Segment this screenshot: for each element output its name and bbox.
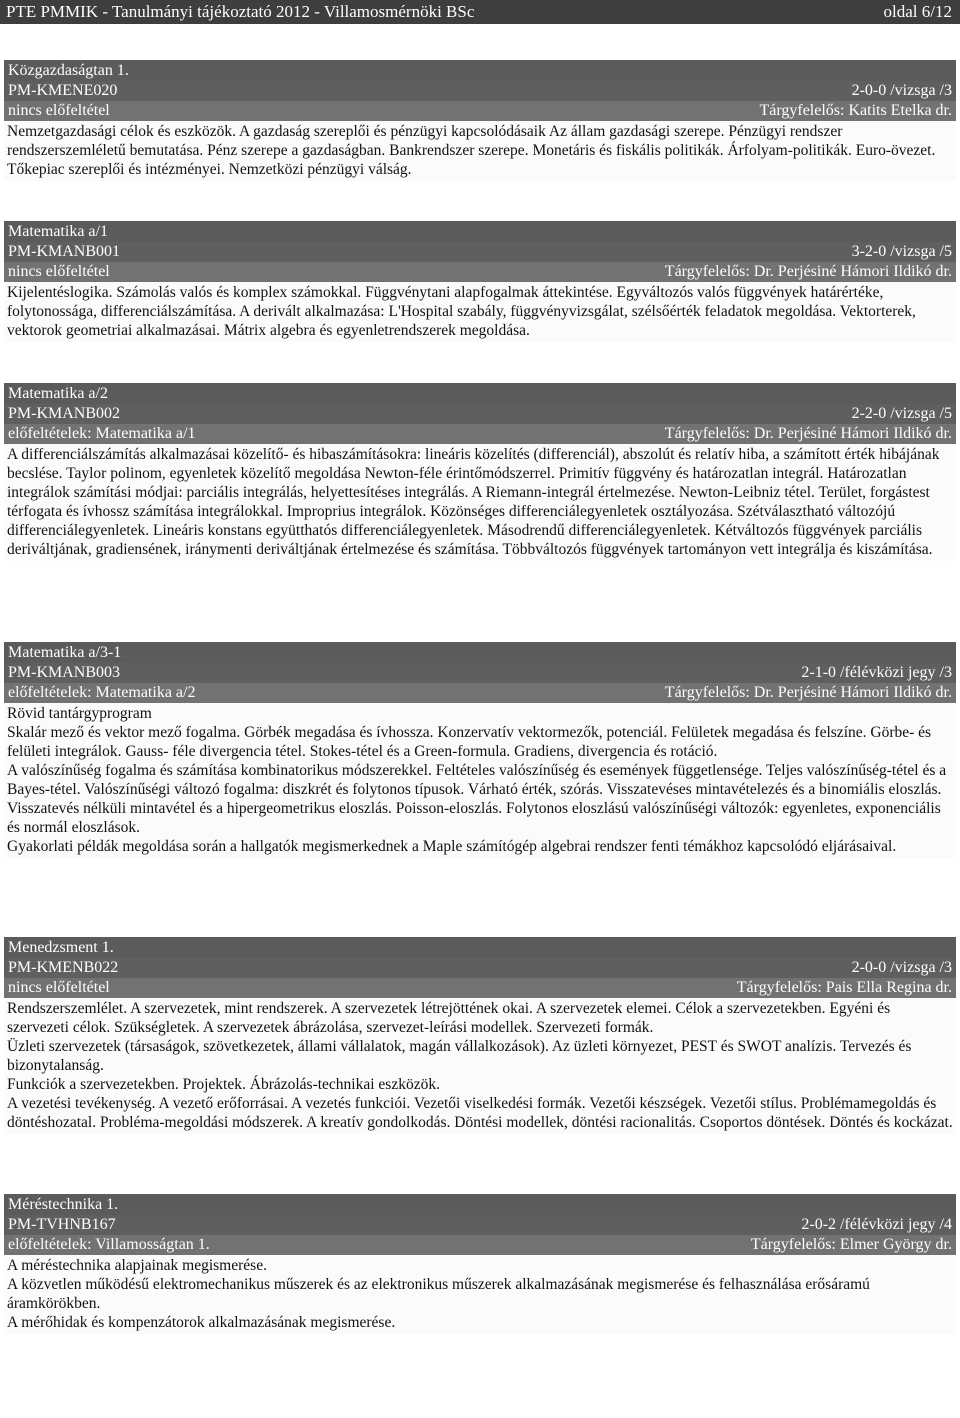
description-paragraph: Rendszerszemlélet. A szervezetek, mint rendszerek. A szervezetek létrejöttének okai. A szervezetek elemei. Célok a szervezetekben. Egyéni és szervezeti célok. Szükségletek. A szervezetek ábrázolása, szervezet-leírási modellek. Szervezeti formák.: [7, 1000, 891, 1036]
description-paragraph: Nemzetgazdasági célok és eszközök. A gazdaság szereplői és pénzügyi kapcsolódásaik Az állam gazdasági szerepe. Pénzügyi rendszer rendszerszemléletű bemutatása. Pénz szerepe a gazdaságban. Bankrendszer szerepe. Monetáris és fiskális politikák. Árfolyam-politikák. Euro-övezet. Tőkepiac szereplői és intézményei. Nemzetközi pénzügyi válság.: [7, 123, 936, 178]
course-code-row: [4, 958, 956, 978]
course-description: [4, 1255, 956, 1334]
course-description: [4, 998, 956, 1134]
course-code-row: [4, 242, 956, 262]
page-number: oldal 6/12: [883, 2, 952, 21]
course-prereq-row: [4, 1235, 956, 1255]
course-hours: 2-0-0 /vizsga /3: [851, 82, 952, 99]
course-prerequisite: előfeltételek: Matematika a/2: [8, 684, 196, 701]
description-paragraph: A közvetlen működésű elektromechanikus műszerek és az elektronikus műszerek alkalmazásának megismerése és felhasználása erősáramú áramkörökben.: [7, 1276, 870, 1312]
course-code: PM-TVHNB167: [8, 1216, 116, 1233]
course-block: [4, 642, 956, 858]
course-responsible: Tárgyfelelős: Dr. Perjésiné Hámori Ildikó dr.: [664, 425, 952, 442]
course-block: [4, 60, 956, 181]
course-title: Matematika a/3-1: [4, 642, 956, 663]
course-prerequisite: nincs előfeltétel: [8, 263, 110, 280]
course-prerequisite: nincs előfeltétel: [8, 979, 110, 996]
course-description: [4, 444, 956, 561]
course-responsible: Tárgyfelelős: Dr. Perjésiné Hámori Ildikó dr.: [664, 263, 952, 280]
course-hours: 2-0-0 /vizsga /3: [851, 959, 952, 976]
course-title: Matematika a/2: [4, 383, 956, 404]
course-block: [4, 221, 956, 342]
course-hours: 3-2-0 /vizsga /5: [851, 243, 952, 260]
course-title: Közgazdaságtan 1.: [4, 60, 956, 81]
course-code: PM-KMANB002: [8, 405, 121, 422]
course-description: [4, 282, 956, 342]
course-block: [4, 383, 956, 561]
course-responsible: Tárgyfelelős: Pais Ella Regina dr.: [736, 979, 952, 996]
description-paragraph: A valószínűség fogalma és számítása kombinatorikus módszerekkel. Feltételes valószínűség és események függetlensége. Teljes valószínűség-tétel és a Bayes-tétel. Valószínűségi változó fogalma: diszkrét és folytonos típusok. Várható érték, szórás. Visszatevéses mintavételezés és a binomiális eloszlás. Visszatevés nélküli mintavétel és a hipergeometrikus eloszlás. Poisson-eloszlás. Folytonos eloszlású valószínűségi változók: egyenletes, exponenciális és normál eloszlások.: [7, 762, 947, 836]
course-responsible: Tárgyfelelős: Dr. Perjésiné Hámori Ildikó dr.: [664, 684, 952, 701]
course-title: Menedzsment 1.: [4, 937, 956, 958]
course-title: Matematika a/1: [4, 221, 956, 242]
course-block: [4, 1194, 956, 1334]
description-paragraph: Rövid tantárgyprogram: [7, 705, 152, 722]
description-paragraph: Skalár mező és vektor mező fogalma. Görbék megadása és ívhossza. Konzervatív vektormezők, potenciál. Felületek megadása és felszíne. Görbe- és felületi integrálok. Gauss- féle divergencia tétel. Stokes-tétel és a Green-formula. Gradiens, divergencia és rotáció.: [7, 724, 932, 760]
course-code-row: [4, 404, 956, 424]
course-code-row: [4, 663, 956, 683]
course-prereq-row: [4, 978, 956, 998]
course-code-row: [4, 81, 956, 101]
course-code: PM-KMANB003: [8, 664, 121, 681]
document-title: PTE PMMIK - Tanulmányi tájékoztató 2012 - Villamosmérnöki BSc: [6, 2, 475, 21]
description-paragraph: Üzleti szervezetek (társaságok, szövetkezetek, állami vállalatok, magán vállalkozások). Az üzleti környezet, PEST és SWOT analízis. Tervezés és bizonytalanság.: [7, 1038, 912, 1074]
course-code-row: [4, 1215, 956, 1235]
description-paragraph: Gyakorlati példák megoldása során a hallgatók megismerkednek a Maple számítógép algebrai rendszer fenti témákhoz kapcsolódó eljárásaival.: [7, 838, 897, 855]
course-code: PM-KMENB022: [8, 959, 119, 976]
course-responsible: Tárgyfelelős: Elmer György dr.: [750, 1236, 952, 1253]
course-code: PM-KMANB001: [8, 243, 121, 260]
course-title: Méréstechnika 1.: [4, 1194, 956, 1215]
course-prerequisite: előfeltételek: Villamosságtan 1.: [8, 1236, 210, 1253]
description-paragraph: A méréstechnika alapjainak megismerése.: [7, 1257, 267, 1274]
course-prereq-row: [4, 262, 956, 282]
description-paragraph: A vezetési tevékenység. A vezető erőforrásai. A vezetés funkciói. Vezetői viselkedési formák. Vezetői készségek. Vezetői stílus. Problémamegoldás és döntéshozatal. Probléma-megoldási módszerek. A kreatív gondolkodás. Döntési modellek, döntési racionalitás. Csoportos döntések. Döntés és kockázat.: [7, 1095, 953, 1131]
course-code: PM-KMENE020: [8, 82, 118, 99]
course-prereq-row: [4, 101, 956, 121]
description-paragraph: A mérőhidak és kompenzátorok alkalmazásának megismerése.: [7, 1314, 396, 1331]
description-paragraph: Kijelentéslogika. Számolás valós és komplex számokkal. Függvénytani alapfogalmak áttekintése. Egyváltozós valós függvények határértéke, folytonossága, differenciálszámítása. A derivált alkalmazása: L'Hospital szabály, függvényvizsgálat, szélsőérték feladatok megoldása. Vektorterek, vektorok geometriai alkalmazásai. Mátrix algebra és egyenletrendszerek megoldása.: [7, 284, 916, 339]
description-paragraph: A differenciálszámítás alkalmazásai közelítő- és hibaszámításokra: lineáris közelítés (differenciál), abszolút és relatív hiba, a számított érték hibájának becslése. Taylor polinom, egyenletek közelítő megoldása Newton-féle érintőmódszerrel. Primitív függvény és határozatlan integrál. Határozatlan integrálok számítási módjai: parciális integrálás, helyettesítéses integrálás. A Riemann-integrál értelmezése. Newton-Leibniz tétel. Terület, forgástest térfogata és ívhossz számítása integrálokkal. Improprius integrálok. Közönséges differenciálegyenletek osztályozása. Szétválasztható változójú differenciálegyenletek. Lineáris konstans együtthatós differenciálegyenletek. Másodrendű differenciálegyenletek. Kétváltozós függvények parciális deriváltjának, gradiensének, iránymenti deriváltjának értelmezése és számítása. Többváltozós függvények tartományon vett integrálja és kiszámítása.: [7, 446, 940, 558]
course-prereq-row: [4, 683, 956, 703]
course-prerequisite: nincs előfeltétel: [8, 102, 110, 119]
course-hours: 2-0-2 /félévközi jegy /4: [801, 1216, 952, 1233]
course-block: [4, 937, 956, 1134]
page-header: [0, 0, 960, 24]
course-description: [4, 703, 956, 858]
course-hours: 2-2-0 /vizsga /5: [851, 405, 952, 422]
description-paragraph: Funkciók a szervezetekben. Projektek. Ábrázolás-technikai eszközök.: [7, 1076, 440, 1093]
course-responsible: Tárgyfelelős: Katits Etelka dr.: [759, 102, 952, 119]
course-prereq-row: [4, 424, 956, 444]
course-description: [4, 121, 956, 181]
course-hours: 2-1-0 /félévközi jegy /3: [801, 664, 952, 681]
course-prerequisite: előfeltételek: Matematika a/1: [8, 425, 196, 442]
